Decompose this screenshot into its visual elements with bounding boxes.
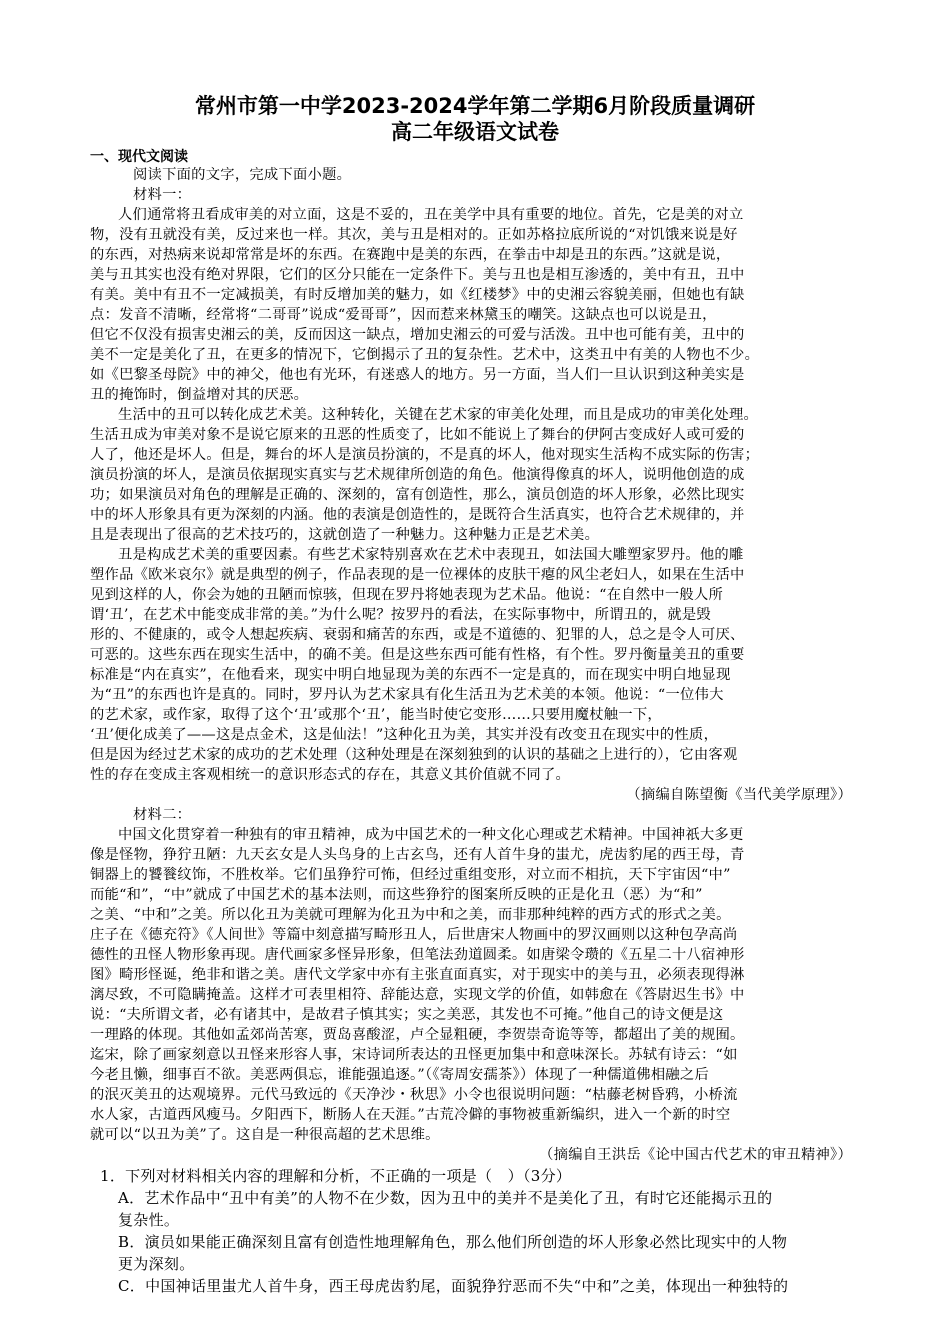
m1-p2-line: 中的坏人形象具有更为深刻的内涵。他的表演是创造性的，是既符合生活真实，也符合艺术规律的，并 [90,507,745,523]
exam-title-line1: 常州市第一中学2023-2024学年第二学期6月阶段质量调研 [194,94,756,118]
m2-p1-line: 迄宋，除了画家刻意以丑怪来形容人事，宋诗词所表达的丑怪更加集中和意味深长。苏轼有诗云：“如 [90,1047,738,1063]
m1-p1-line: 丑的掩饰时，倒益增对其的厌恶。 [90,387,309,403]
m2-p1-line: 图》畸形怪诞，绝非和谐之美。唐代文学家中亦有主张直面真实，对于现实中的美与丑，必须表现得淋 [90,967,745,983]
m1-p3-line: 形的、不健康的，或令人想起疾病、衰弱和痛苦的东西，或是不道德的、犯罪的人，总之是令人可厌、 [90,627,745,643]
m2-p1-line: 今老且懒，细事百不欲。美恶两俱忘，谁能强追逐。”（《寄周安孺茶》）体现了一种儒道佛相融之后 [90,1067,710,1083]
m1-p3-line: 为“丑”的东西也许是真的。同时，罗丹认为艺术家具有化生活丑为艺术美的本领。他说：“一位伟大 [90,687,724,703]
m2-p1-line: 而能“和”，“中”就成了中国艺术的基本法则，而这些狰狞的图案所反映的正是化丑（恶）为“和” [90,887,703,903]
m1-p1-line: 有美。美中有丑不一定减损美，有时反增加美的魅力，如《红楼梦》中的史湘云容貌美丽，但她也有缺 [90,287,745,303]
question-1-option-a-cont: 复杂性。 [118,1211,180,1229]
m1-p3-line: 标准是“内在真实”，在他看来，现实中明白地显现为美的东西不一定是真的，而在现实中明白地显现 [90,667,731,683]
question-1-stem: 1．下列对材料相关内容的理解和分析，不正确的一项是（ ）（3分） [100,1167,572,1185]
m1-p1-line: 人们通常将丑看成审美的对立面，这是不妥的，丑在美学中具有重要的地位。首先，它是美的对立 [118,207,744,223]
m1-p2-line: 且是表现出了很高的艺术技巧的，这就创造了一种魅力。这种魅力正是艺术美。 [90,527,600,543]
m1-p1-line: 美与丑其实也没有绝对界限，它们的区分只能在一定条件下。美与丑也是相互渗透的，美中有丑，丑中 [90,267,745,283]
m2-p1-line: 之美、“中和”之美。所以化丑为美就可理解为化丑为中和之美，而非那种纯粹的西方式的形式之美。 [90,907,731,923]
m1-p1-line: 美不一定是美化了丑，在更多的情况下，它倒揭示了丑的复杂性。艺术中，这类丑中有美的人物也不少。 [90,347,760,363]
material-2-source: （摘编自王洪岳《论中国古代艺术的审丑精神》） [539,1147,852,1163]
m2-p1-line: 水人家，古道西风瘦马。夕阳西下，断肠人在天涯。”古荒冷僻的事物被重新编织，进入一个新的时空 [90,1107,731,1123]
m1-p2-line: 生活中的丑可以转化成艺术美。这种转化，关键在艺术家的审美化处理，而且是成功的审美化处理。 [118,407,759,423]
m1-p3-line: 丑是构成艺术美的重要因素。有些艺术家特别喜欢在艺术中表现丑，如法国大雕塑家罗丹。他的雕 [118,547,744,563]
m2-p1-line: 一理路的体现。其他如孟郊尚苦寒，贾岛喜酸涩，卢仝显粗硬，李贺崇奇诡等等，都超出了美的规囿。 [90,1027,745,1043]
question-1-option-b-cont: 更为深刻。 [118,1255,195,1273]
section-heading: 一、现代文阅读 [90,149,188,165]
m2-p1-line: 说：“夫所谓文者，必有诸其中，是故君子慎其实；实之美恶，其发也不可掩。”他自己的诗文便是这 [90,1007,724,1023]
m1-p1-line: 物，没有丑就没有美，反过来也一样。其次，美与丑是相对的。正如苏格拉底所说的“对饥饿来说是好 [90,227,738,243]
material-1-label: 材料一： [133,187,192,203]
m1-p2-line: 功；如果演员对角色的理解是正确的、深刻的，富有创造性，那么，演员创造的坏人形象，必然比现实 [90,487,745,503]
m2-p1-line: 的泯灭美丑的达观境界。元代马致远的《天净沙・秋思》小令也很说明问题：“枯藤老树昏鸦，小桥流 [90,1087,738,1103]
m2-p1-line: 中国文化贯穿着一种独有的审丑精神，成为中国艺术的一种文化心理或艺术精神。中国神祇大多更 [118,827,744,843]
m2-p1-line: 就可以“以丑为美”了。这自是一种很高超的艺术思维。 [90,1127,440,1143]
m2-p1-line: 德性的丑怪人物形象再现。唐代画家多怪异形象，但笔法劲道圆柔。如唐梁令瓒的《五星二十八宿神形 [90,947,745,963]
m1-p1-line: 的东西，对热病来说却常常是坏的东西。在赛跑中是美的东西，在拳击中却是丑的东西。”这就是说， [90,247,731,263]
m1-p1-line: 但它不仅没有损害史湘云的美，反而因这一缺点，增加史湘云的可爱与活泼。丑中也可能有美，丑中的 [90,327,745,343]
material-1-source: （摘编自陈望衡《当代美学原理》） [626,787,852,803]
m1-p2-line: 演员扮演的坏人，是演员依据现实真实与艺术规律所创造的角色。他演得像真的坏人，说明他创造的成 [90,467,745,483]
m1-p2-line: 生活丑成为审美对象不是说它原来的丑恶的性质变了，比如不能说上了舞台的伊阿古变成好人或可爱的 [90,427,745,443]
m1-p3-line: 见到这样的人，你会为她的丑陋而惊骇，但现在罗丹将她表现为艺术品。他说：“在自然中一般人所 [90,587,724,603]
m2-p1-line: 漓尽致，不可隐瞒掩盖。这样才可表里相符、辞能达意，实现文学的价值，如韩愈在《答尉迟生书》中 [90,987,745,1003]
material-2-label: 材料二： [133,807,192,823]
m1-p1-line: 如《巴黎圣母院》中的神父，他也有光环，有迷惑人的地方。另一方面，当人们一旦认识到这种美实是 [90,367,745,383]
m1-p3-line: 谓‘丑’，在艺术中能变成非常的美。”为什么呢？按罗丹的看法，在实际事物中，所谓丑的，就是毁 [90,607,711,623]
m1-p3-line: ‘丑’便化成美了——这是点金术，这是仙法！”这种化丑为美，其实并没有改变丑在现实中的性质， [90,727,719,743]
m1-p3-line: 但是因为经过艺术家的成功的艺术处理（这种处理是在深刻独到的认识的基础之上进行的），它由客观 [90,747,738,763]
question-1-option-b: B．演员如果能正确深刻且富有创造性地理解角色，那么他们所创造的坏人形象必然比现实中的人物 [118,1233,788,1251]
m2-p1-line: 铜器上的饕餮纹饰，不胜枚举。它们虽狰狞可怖，但经过重组变形，对立而不相抗，天下宇宙因“中” [90,867,731,883]
m1-p1-line: 点：发音不清晰，经常将“二哥哥”说成“爱哥哥”，因而惹来林黛玉的嘲笑。这缺点也可以说是丑， [90,307,717,323]
m1-p3-line: 可恶的。这些东西在现实生活中，的确不美。但是这些东西可能有性格，有个性。罗丹衡量美丑的重要 [90,647,745,663]
reading-instructions: 阅读下面的文字，完成下面小题。 [133,167,352,183]
question-1-option-c: C．中国神话里蚩尤人首牛身，西王母虎齿豹尾，面貌狰狞恶而不失“中和”之美，体现出一种独特的 [118,1277,789,1295]
m1-p3-line: 的艺术家，或作家，取得了这个‘丑’或那个‘丑’，能当时使它变形……只要用魔杖触一下， [90,707,662,723]
exam-title-line2: 高二年级语文试卷 [391,120,559,144]
m1-p3-line: 性的存在变成主客观相统一的意识形态式的存在，其意义其价值就不同了。 [90,767,571,783]
m1-p2-line: 人了，他还是坏人。但是，舞台的坏人是演员扮演的，不是真的坏人，他对现实生活构不成实际的伤害； [90,447,760,463]
m2-p1-line: 像是怪物，狰狞丑陋：九天玄女是人头鸟身的上古玄鸟，还有人首牛身的蚩尤，虎齿豹尾的西王母，青 [90,847,745,863]
m2-p1-line: 庄子在《德充符》《人间世》等篇中刻意描写畸形丑人，后世唐宋人物画中的罗汉画则以这种包孕高尚 [90,927,738,943]
question-1-option-a: A．艺术作品中“丑中有美”的人物不在少数，因为丑中的美并不是美化了丑，有时它还能揭示丑的 [118,1189,773,1207]
m1-p3-line: 塑作品《欧米哀尔》就是典型的例子，作品表现的是一位裸体的皮肤干瘪的风尘老妇人，如果在生活中 [90,567,745,583]
